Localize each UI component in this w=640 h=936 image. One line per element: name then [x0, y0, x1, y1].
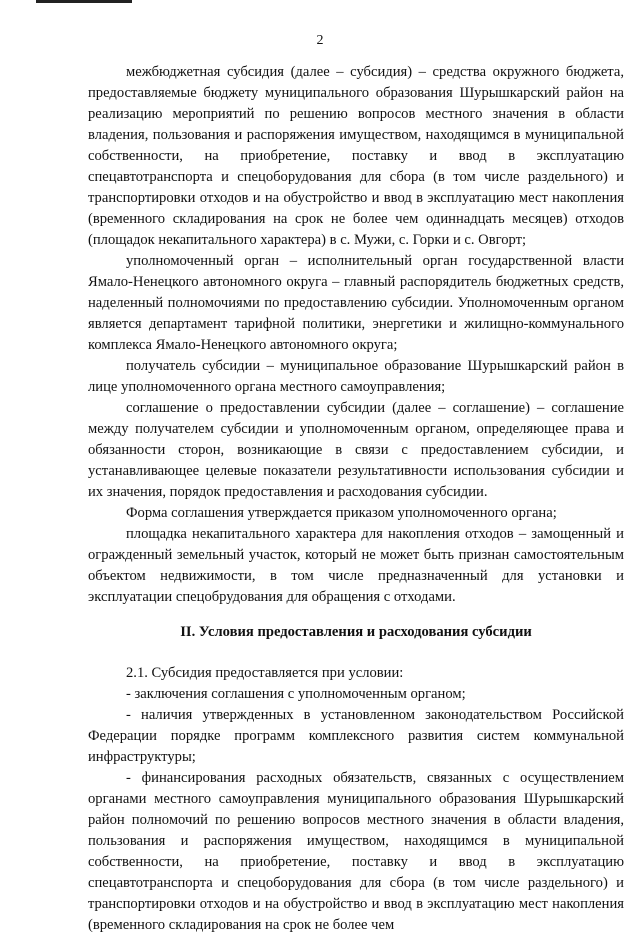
page-number: 2 — [316, 33, 324, 48]
document-body — [88, 62, 624, 936]
list-item: - наличия утвержденных в установленном законодательством Российской Федерации порядке программ комплексного развития систем коммунальной инфраструктуры; — [88, 707, 624, 765]
list-item: - заключения соглашения с уполномоченным органом; — [126, 686, 466, 702]
top-rule — [36, 0, 132, 3]
definition-subsidy: межбюджетная субсидия (далее – субсидия) – средства окружного бюджета, предоставляемые бюджету муниципального образования Шурышкарский район на реализацию мероприятий по решению вопросов местного значения в области владения, пользования и распоряжения имуществом, находящимся в муниципальной собственности, на приобретение, поставку и ввод в эксплуатацию спецавтотранспорта и спецоборудования для сбора (в том числе раздельного) и транспортировки отходов и на обустройство и ввод в эксплуатацию мест накопления (временного складирования на срок не более чем одиннадцать месяцев) отходов (площадок некапитального характера) в с. Мужи, с. Горки и с. Овгорт; — [88, 64, 624, 248]
section-intro: 2.1. Субсидия предоставляется при условии: — [126, 665, 404, 681]
conditions-list — [88, 684, 624, 936]
section-title: II. Условия предоставления и расходования субсидии — [180, 624, 532, 640]
definition-site: площадка некапитального характера для накопления отходов – замощенный и огражденный земельный участок, который не может быть признан самостоятельным объектом недвижимости, в том числе предназначенный для установки и эксплуатации спецобрудования для обращения с отходами. — [88, 526, 624, 605]
definition-recipient: получатель субсидии – муниципальное образование Шурышкарский район в лице уполномоченного органа местного самоуправления; — [88, 358, 624, 395]
definition-authorized-body: уполномоченный орган – исполнительный орган государственной власти Ямало-Ненецкого автономного округа – главный распорядитель бюджетных средств, наделенный полномочиями по предоставлению субсидии. Уполномоченным органом является департамент тарифной политики, энергетики и жилищно-коммунального комплекса Ямало-Ненецкого автономного округа; — [88, 253, 624, 353]
definition-agreement: соглашение о предоставлении субсидии (далее – соглашение) – соглашение между получателем субсидии и уполномоченным органом, определяющее права и обязанности сторон, возникающие в связи с предоставлением субсидии, и устанавливающее целевые показатели результативности использования субсидии и их значения, порядок предоставления и расходования субсидии. — [88, 400, 624, 500]
list-item: - финансирования расходных обязательств, связанных с осуществлением органами местного самоуправления муниципального образования Шурышкарский район полномочий по решению вопросов местного значения в области владения, пользования и распоряжения имуществом, находящимся в муниципальной собственности, на приобретение, поставку и ввод в эксплуатацию спецавтотранспорта и спецоборудования для сбора (в том числе раздельного) и транспортировки отходов и на обустройство и ввод в эксплуатацию мест накопления (временного складирования на срок не более чем — [88, 770, 624, 933]
agreement-form-note: Форма соглашения утверждается приказом уполномоченного органа; — [126, 505, 557, 521]
